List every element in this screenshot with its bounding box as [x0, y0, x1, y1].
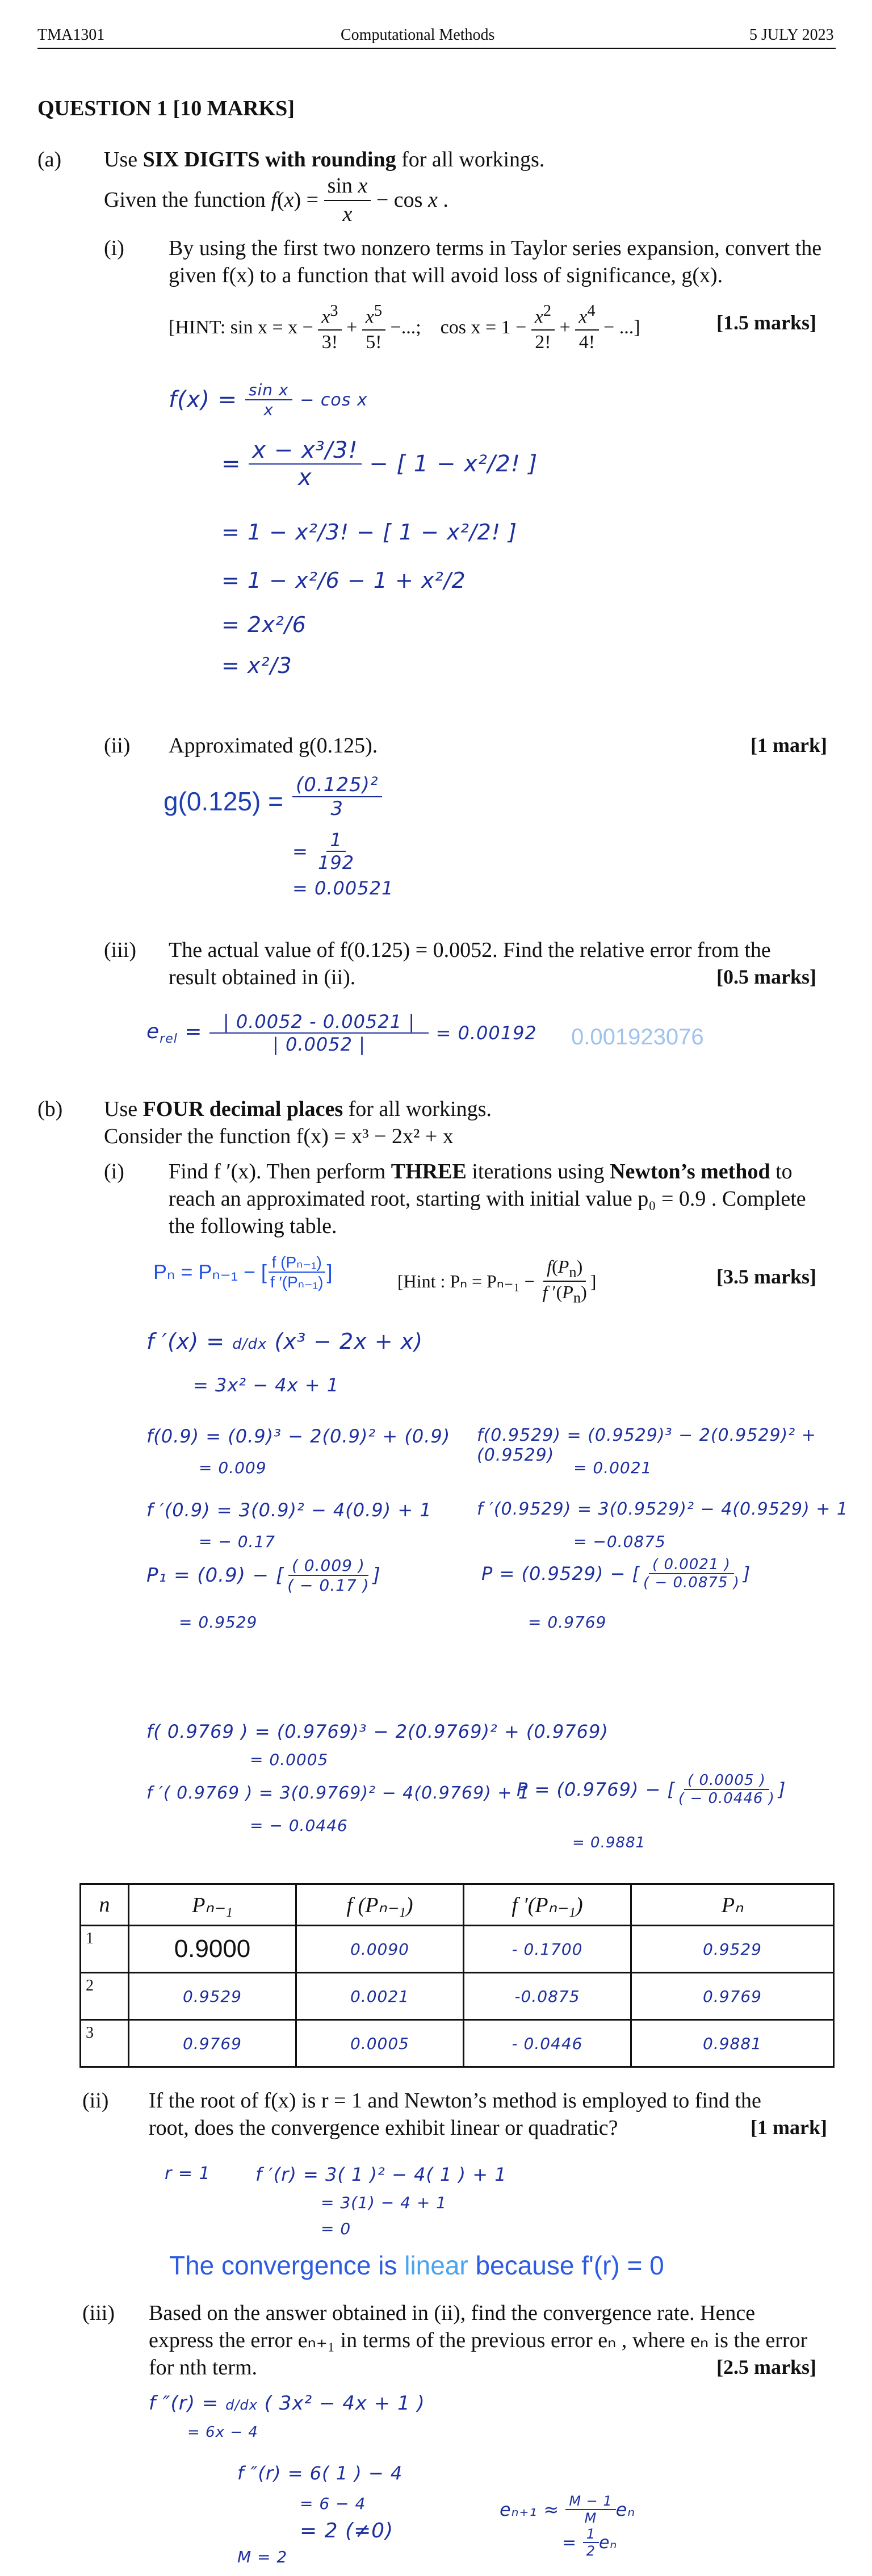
- hint-4fact: 4!: [578, 331, 596, 353]
- header-course-title: Computational Methods: [341, 26, 495, 44]
- table-cell-f: 0.0090: [296, 1926, 464, 1973]
- b-i-deriv1-lhs: f ′(x) =: [146, 1329, 225, 1354]
- table-cell-pprev: 0.9769: [129, 2020, 296, 2067]
- header-course-code: TMA1301: [37, 26, 105, 44]
- a-iii-den: | 0.0052 |: [272, 1034, 366, 1055]
- b-i-p2-den: ( − 0.0875 ): [643, 1574, 740, 1591]
- b-i-f9529: f(0.9529) = (0.9529)³ − 2(0.9529)² + (0.9529): [477, 1425, 816, 1465]
- part-b-i-label: (i): [104, 1160, 124, 1184]
- part-a-given: [104, 173, 448, 228]
- b-i-formula-num: f (Pₙ₋₁): [269, 1253, 325, 1273]
- b-i-hint-text: [Hint : Pₙ = Pₙ₋₁ −: [397, 1271, 535, 1292]
- a-iii-num: | 0.0052 - 0.00521 |: [209, 1011, 429, 1034]
- work-sinx-den: x: [263, 400, 274, 419]
- table-cell-fp: - 0.1700: [464, 1926, 631, 1973]
- hint-x2: $x^2$: [531, 301, 555, 331]
- b-i-formula-lhs: Pₙ = Pₙ₋₁ −: [153, 1260, 255, 1283]
- b-iii-w1-rhs: ( 3x² − 4x + 1 ): [264, 2392, 425, 2415]
- part-a-instruction-prefix: Use: [104, 148, 143, 172]
- part-a-i-line2: given f(x) to a function that will avoid loss of significance, g(x).: [169, 264, 723, 287]
- b-ii-answer-c: because f'(r) = 0: [468, 2251, 664, 2280]
- table-header-n: n: [81, 1884, 129, 1926]
- part-b-instruction-prefix: Use: [104, 1097, 143, 1121]
- part-b-i-line1: [169, 1159, 839, 1186]
- table-cell-pn: 0.9881: [631, 2020, 834, 2067]
- b-i-fp9529-v: = −0.0875: [573, 1532, 666, 1551]
- a-iii-typed-value: 0.001923076: [571, 1024, 704, 1049]
- hint-x3: $x^3$: [318, 301, 341, 331]
- table-cell-n: 3: [81, 2020, 129, 2067]
- b-ii-answer-linear: linear: [404, 2251, 468, 2280]
- table-header-f: f (Pₙ₋₁): [296, 1884, 464, 1926]
- given-fx-arg: (x) =: [277, 187, 324, 212]
- b-iii-w2: = 6x − 4: [187, 2424, 258, 2441]
- work-a-i-line2: [221, 437, 538, 491]
- b-i-deriv1: [146, 1329, 423, 1354]
- part-b-iii-line2: express the error eₙ₊₁ in terms of the previous error eₙ , where eₙ is the error: [149, 2328, 808, 2352]
- hint-sin: sin x = x −: [230, 316, 313, 338]
- b-i-f09-v: = 0.009: [199, 1458, 267, 1477]
- b-iii-e2-tail: eₙ: [598, 2532, 618, 2553]
- hint-cos: cos x = 1 −: [440, 316, 527, 338]
- b-ii-r: r = 1: [165, 2164, 211, 2184]
- work-bracket: [ 1 − x²/2! ]: [396, 451, 538, 477]
- hint-end: − ...]: [598, 316, 640, 338]
- given-num: sin x: [324, 173, 371, 201]
- b-i-ddx: d/dx: [232, 1336, 267, 1353]
- b-i-p3-frac: [675, 1772, 778, 1807]
- a-ii-result: = 0.00521: [292, 877, 394, 899]
- work-taylor-frac: [249, 437, 361, 491]
- b-iii-e2-num: 1: [583, 2526, 599, 2543]
- part-a-ii-marks: [1 mark]: [751, 734, 827, 756]
- b-i-formula-frac: [267, 1253, 327, 1291]
- part-a-ii-text: Approximated g(0.125).: [169, 734, 378, 758]
- work-a-i-line4: = 1 − x²/6 − 1 + x²/2: [221, 568, 466, 593]
- b-iii-w3: f ″(r) = 6( 1 ) − 4: [237, 2462, 403, 2484]
- hint-sin-term1: [318, 301, 341, 354]
- b-iii-e2-frac: [583, 2526, 599, 2559]
- work-a-i-line3: = 1 − x²/3! − [ 1 − x²/2! ]: [221, 520, 517, 545]
- b-i-f9769-v: = 0.0005: [250, 1750, 329, 1769]
- a-iii-erel-sub: rel: [160, 1032, 178, 1047]
- part-b-instruction-suffix: for all workings.: [343, 1097, 492, 1121]
- part-b-instruction: [104, 1096, 492, 1123]
- part-a-iii-line2: result obtained in (ii).: [169, 965, 356, 989]
- b-iii-e1-tail: eₙ: [615, 2499, 636, 2520]
- b-i-p1-lhs: P₁ = (0.9) −: [146, 1564, 270, 1587]
- part-b-i-line3: the following table.: [169, 1214, 337, 1238]
- table-row: [81, 1973, 834, 2020]
- a-iii-frac: [209, 1011, 429, 1055]
- part-b-ii-line1: If the root of f(x) is r = 1 and Newton’s method is employed to find the: [149, 2089, 761, 2113]
- table-cell-pn: 0.9769: [631, 1973, 834, 2020]
- hint-5fact: 5!: [366, 331, 382, 353]
- b-i-p3-num: ( 0.0005 ): [684, 1772, 769, 1790]
- given-fx: f: [265, 187, 277, 212]
- b-iii-e1-den: M: [584, 2510, 597, 2526]
- b-i-p2-frac: [640, 1556, 743, 1591]
- part-a-instruction-suffix: for all workings.: [396, 148, 545, 172]
- a-iii-result: = 0.00192: [435, 1022, 537, 1044]
- part-b-i-line2: reach an approximated root, starting with initial value p₀ = 0.9 . Complete: [169, 1187, 806, 1211]
- b-i-hint: [Hint : Pₙ = Pₙ₋₁ − $\frac{f(P_n)}{f '(P_n)}$ ]: [397, 1256, 597, 1306]
- table-cell-fp: -0.0875: [464, 1973, 631, 2020]
- b-i-p3-v: = 0.9881: [572, 1834, 646, 1851]
- part-b-iii-line3: for nth term.: [149, 2356, 258, 2380]
- given-den: x: [342, 202, 353, 226]
- b-i-deriv2: = 3x² − 4x + 1: [193, 1374, 339, 1396]
- b-ii-step2: = 3(1) − 4 + 1: [321, 2193, 447, 2212]
- a-ii-step2-eq: =: [292, 840, 315, 862]
- header-date: 5 JULY 2023: [749, 26, 834, 44]
- b-ii-step3: = 0: [321, 2219, 351, 2238]
- table-header-row: [81, 1884, 834, 1926]
- b-i-l1e: to: [770, 1160, 793, 1184]
- b-i-marks: [3.5 marks]: [716, 1265, 816, 1288]
- b-i-f09: f(0.9) = (0.9)³ − 2(0.9)² + (0.9): [146, 1425, 451, 1447]
- b-i-fp9529: f ′(0.9529) = 3(0.9529)² − 4(0.9529) + 1: [477, 1499, 848, 1519]
- table-header-pn: Pₙ: [631, 1884, 834, 1926]
- work-eq: =: [221, 451, 249, 477]
- part-b-ii-marks: [1 mark]: [751, 2116, 827, 2139]
- b-i-f9769: f( 0.9769 ) = (0.9769)³ − 2(0.9769)² + (0.9769): [146, 1721, 609, 1742]
- table-cell-pn: 0.9529: [631, 1926, 834, 1973]
- b-i-hint-den: f $'(P_n)$: [542, 1282, 587, 1306]
- b-i-p3-lhs: P = (0.9769) −: [517, 1779, 661, 1800]
- b-i-fp9769: f ′( 0.9769 ) = 3(0.9769)² − 4(0.9769) + 1: [146, 1783, 530, 1803]
- table-cell-pprev: 0.9000: [129, 1926, 296, 1973]
- b-iii-w1: [149, 2392, 425, 2415]
- b-i-p1: P₁ = (0.9) − [ $\frac{( 0.009 )}{( - 0.17 )}$ ]: [146, 1556, 381, 1595]
- table-header-pprev: Pₙ₋₁: [129, 1884, 296, 1926]
- table-cell-pprev: 0.9529: [129, 1973, 296, 2020]
- b-ii-answer-a: The convergence is: [169, 2251, 405, 2280]
- b-i-p3-den: ( − 0.0446 ): [678, 1790, 775, 1807]
- b-iii-e1-num: M − 1: [565, 2493, 615, 2510]
- b-iii-w5: = 2 (≠0): [300, 2519, 394, 2542]
- table-cell-n: 2: [81, 1973, 129, 2020]
- table-cell-f: 0.0005: [296, 2020, 464, 2067]
- b-i-hint-frac: [539, 1256, 590, 1307]
- b-i-l1c: iterations using: [466, 1160, 610, 1184]
- work-minus: −: [369, 451, 389, 477]
- b-i-p3: P = (0.9769) − [ $\frac{( 0.0005 )}{( - 0.0446 )}$ ]: [517, 1772, 786, 1807]
- hint-x4: $x^4$: [575, 301, 598, 331]
- work-minus-cos: − cos x: [300, 390, 368, 410]
- work-taylor-den: x: [298, 465, 312, 491]
- b-iii-e1-frac: [565, 2493, 615, 2526]
- b-i-p2-num: ( 0.0021 ): [649, 1556, 734, 1574]
- b-i-fp09: f ′(0.9) = 3(0.9)² − 4(0.9) + 1: [146, 1499, 432, 1521]
- a-ii-num: (0.125)²: [292, 773, 382, 797]
- part-b-ii-line2: root, does the convergence exhibit linear or quadratic?: [149, 2116, 618, 2140]
- work-sinx-frac: [245, 380, 292, 419]
- given-prefix: Given the function: [104, 187, 266, 212]
- table-cell-f: 0.0021: [296, 1973, 464, 2020]
- part-a-i-line1: By using the first two nonzero terms in Taylor series expansion, convert the: [169, 236, 822, 260]
- b-i-l1b: THREE: [391, 1160, 467, 1184]
- part-b-iii-marks: [2.5 marks]: [716, 2356, 816, 2378]
- b-i-p2-lhs: P = (0.9529) −: [481, 1563, 626, 1584]
- a-ii-fraction: [292, 773, 382, 820]
- work-a-i-line6: = x²/3: [221, 653, 292, 678]
- b-i-formula-den: f ′(Pₙ₋₁): [270, 1273, 324, 1291]
- part-b-consider: Consider the function f(x) = x³ − 2x² + x: [104, 1124, 454, 1148]
- part-a-iii-line1: The actual value of f(0.125) = 0.0052. Find the relative error from the: [169, 938, 771, 962]
- b-iii-ddx: d/dx: [225, 2397, 258, 2413]
- b-iii-e2: =: [562, 2532, 577, 2553]
- b-iii-error-eq: [500, 2493, 635, 2526]
- newton-table: [79, 1883, 835, 2068]
- part-a-label: (a): [37, 148, 62, 172]
- b-i-f9529-v: = 0.0021: [573, 1458, 652, 1477]
- part-a-instruction: [104, 147, 544, 174]
- part-b-iii-label: (iii): [82, 2301, 115, 2325]
- given-tail: − cos x .: [371, 187, 448, 212]
- b-i-p2: P = (0.9529) − [ $\frac{( 0.0021 )}{( - 0.0875 )}$ ]: [481, 1556, 751, 1591]
- hint-sep1: −...;: [385, 316, 441, 338]
- b-i-p1-v: = 0.9529: [179, 1613, 258, 1632]
- b-i-formula: Pₙ = Pₙ₋₁ − [ $\frac{\text{f (Pₙ₋₁)}}{\text{f ′(Pₙ₋₁)}}$ ]: [153, 1253, 333, 1291]
- b-i-p2-v: = 0.9769: [528, 1613, 607, 1632]
- part-a-ii-label: (ii): [104, 734, 131, 758]
- work-fx: f(x) =: [169, 387, 238, 413]
- hint-2fact: 2!: [535, 331, 551, 353]
- b-iii-w1-lhs: f ″(r) =: [149, 2392, 219, 2415]
- part-b-iii-line1: Based on the answer obtained in (ii), find the convergence rate. Hence: [149, 2301, 756, 2325]
- a-ii-step2-frac: [315, 829, 358, 873]
- part-b-label: (b): [37, 1097, 63, 1121]
- part-b-instruction-bold: FOUR decimal places: [142, 1097, 343, 1121]
- hint-prefix: [HINT:: [169, 316, 226, 338]
- hint-3fact: 3!: [321, 331, 338, 353]
- work-sinx-num: sin x: [245, 380, 292, 400]
- b-i-l1d: Newton’s method: [610, 1160, 770, 1184]
- table-row: [81, 2020, 834, 2067]
- b-iii-error-eq2: [562, 2526, 617, 2559]
- a-ii-frac: [292, 773, 382, 820]
- b-i-p1-frac: [284, 1556, 372, 1595]
- hint-sin-term2: [362, 301, 385, 354]
- a-ii-lhs: g(0.125) =: [164, 787, 283, 816]
- work-a-i-line1: [169, 380, 368, 419]
- hint-cos-term2: [575, 301, 598, 354]
- a-ii-den: 3: [330, 797, 344, 820]
- given-fraction: [324, 173, 371, 228]
- header-rule: [37, 48, 836, 49]
- table-cell-fp: - 0.0446: [464, 2020, 631, 2067]
- a-ii-step2-den: 192: [317, 852, 355, 873]
- part-a-i-marks: [1.5 marks]: [716, 311, 816, 334]
- b-i-fp9769-v: = − 0.0446: [250, 1816, 348, 1835]
- b-ii-answer: [169, 2250, 664, 2281]
- b-ii-fp: f ′(r) = 3( 1 )² − 4( 1 ) + 1: [255, 2164, 507, 2185]
- b-iii-e1: eₙ₊₁ ≈: [500, 2499, 560, 2520]
- table-header-fp: f ′(Pₙ₋₁): [464, 1884, 631, 1926]
- table-row: [81, 1926, 834, 1973]
- part-a-i-hint: [HINT: sin x = x − $\frac{x^3}{3!}$ + $\frac{x^5}{5!}$ −...; cos x = 1 − $\frac{x^2}{2!}$ + $\frac{x^4}{4!}$ − ...]: [169, 301, 640, 354]
- part-a-instruction-bold: SIX DIGITS with rounding: [142, 148, 396, 172]
- b-i-hint-num: $f(P_n)$: [543, 1256, 586, 1282]
- a-ii-step2-num: 1: [326, 829, 345, 852]
- part-b-ii-label: (ii): [82, 2089, 109, 2113]
- hint-cos-term1: [531, 301, 555, 354]
- hint-x5: $x^5$: [362, 301, 385, 331]
- b-iii-e2-den: 2: [586, 2543, 596, 2559]
- a-iii-erel: $e_{rel}$ =: [146, 1019, 209, 1047]
- a-ii-step2: [292, 829, 358, 873]
- a-iii-work: [146, 1011, 537, 1055]
- b-iii-w6: M = 2: [237, 2548, 288, 2566]
- table-cell-n: 1: [81, 1926, 129, 1973]
- b-i-fp09-v: = − 0.17: [199, 1532, 276, 1551]
- b-i-p1-num: ( 0.009 ): [288, 1556, 368, 1576]
- b-i-p1-den: ( − 0.17 ): [287, 1576, 370, 1595]
- b-i-l1a: Find f ′(x). Then perform: [169, 1160, 391, 1184]
- question-title: QUESTION 1 [10 MARKS]: [37, 97, 295, 120]
- work-taylor-num: x − x³/3!: [249, 437, 361, 465]
- part-a-iii-label: (iii): [104, 938, 136, 962]
- part-a-i-label: (i): [104, 236, 124, 260]
- part-a-iii-marks: [0.5 marks]: [716, 965, 816, 988]
- work-a-i-line5: = 2x²/6: [221, 612, 307, 637]
- a-iii-erel-e: e: [146, 1019, 160, 1043]
- b-iii-w4: = 6 − 4: [300, 2494, 366, 2513]
- b-i-deriv1-rhs: (x³ − 2x + x): [274, 1329, 424, 1354]
